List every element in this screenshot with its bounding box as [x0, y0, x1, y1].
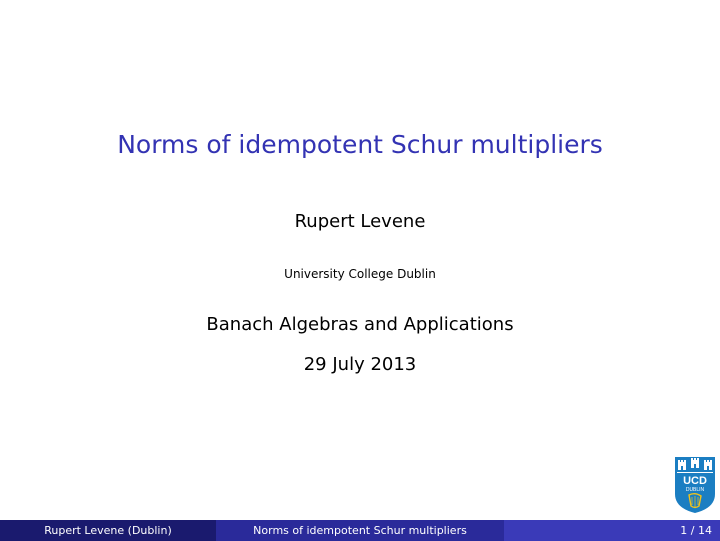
- logo-text-sub: DUBLIN: [685, 487, 705, 493]
- footer-page-number: 1 / 14: [504, 520, 720, 541]
- institute-name: University College Dublin: [284, 267, 436, 281]
- footer-title: Norms of idempotent Schur multipliers: [216, 520, 504, 541]
- event-name: Banach Algebras and Applications: [206, 314, 514, 335]
- slide-title: Norms of idempotent Schur multipliers: [117, 130, 603, 159]
- ucd-crest-icon: [674, 456, 716, 514]
- logo-text-main: UCD: [683, 475, 707, 487]
- presentation-date: 29 July 2013: [303, 354, 417, 375]
- footer-bar: [0, 520, 720, 541]
- footer-author: Rupert Levene (Dublin): [0, 520, 216, 541]
- author-name: Rupert Levene: [294, 211, 426, 232]
